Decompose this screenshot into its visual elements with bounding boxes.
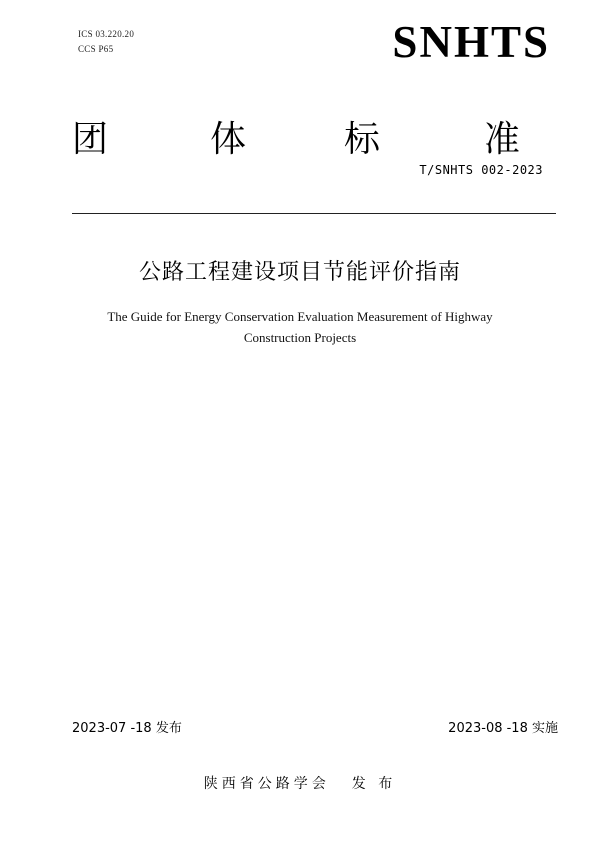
- publish-label: 发 布: [351, 776, 397, 792]
- standard-type-title: [72, 118, 524, 164]
- ccs-code: CCS P65: [78, 44, 114, 54]
- implementation-date: 2023-08 -18 实施: [448, 721, 558, 736]
- organization-logo: SNHTS: [392, 17, 550, 67]
- chinese-title: 公路工程建设项目节能评价指南: [138, 260, 461, 285]
- title-char-1: 团: [72, 119, 109, 160]
- publisher-name: 陕西省公路学会: [203, 776, 330, 792]
- publisher-line: [0, 773, 600, 793]
- issue-date: 2023-07 -18 发布: [72, 721, 182, 736]
- divider-line: [72, 213, 556, 214]
- english-title-line-2: Construction Projects: [243, 330, 357, 345]
- title-char-4: 准: [484, 119, 521, 160]
- english-title-line-1: The Guide for Energy Conservation Evaluation Measurement of Highway: [107, 309, 493, 324]
- title-char-3: 标: [344, 119, 381, 160]
- ics-code: ICS 03.220.20: [78, 29, 135, 39]
- title-char-2: 体: [210, 119, 247, 160]
- standard-code: T/SNHTS 002-2023: [419, 163, 543, 177]
